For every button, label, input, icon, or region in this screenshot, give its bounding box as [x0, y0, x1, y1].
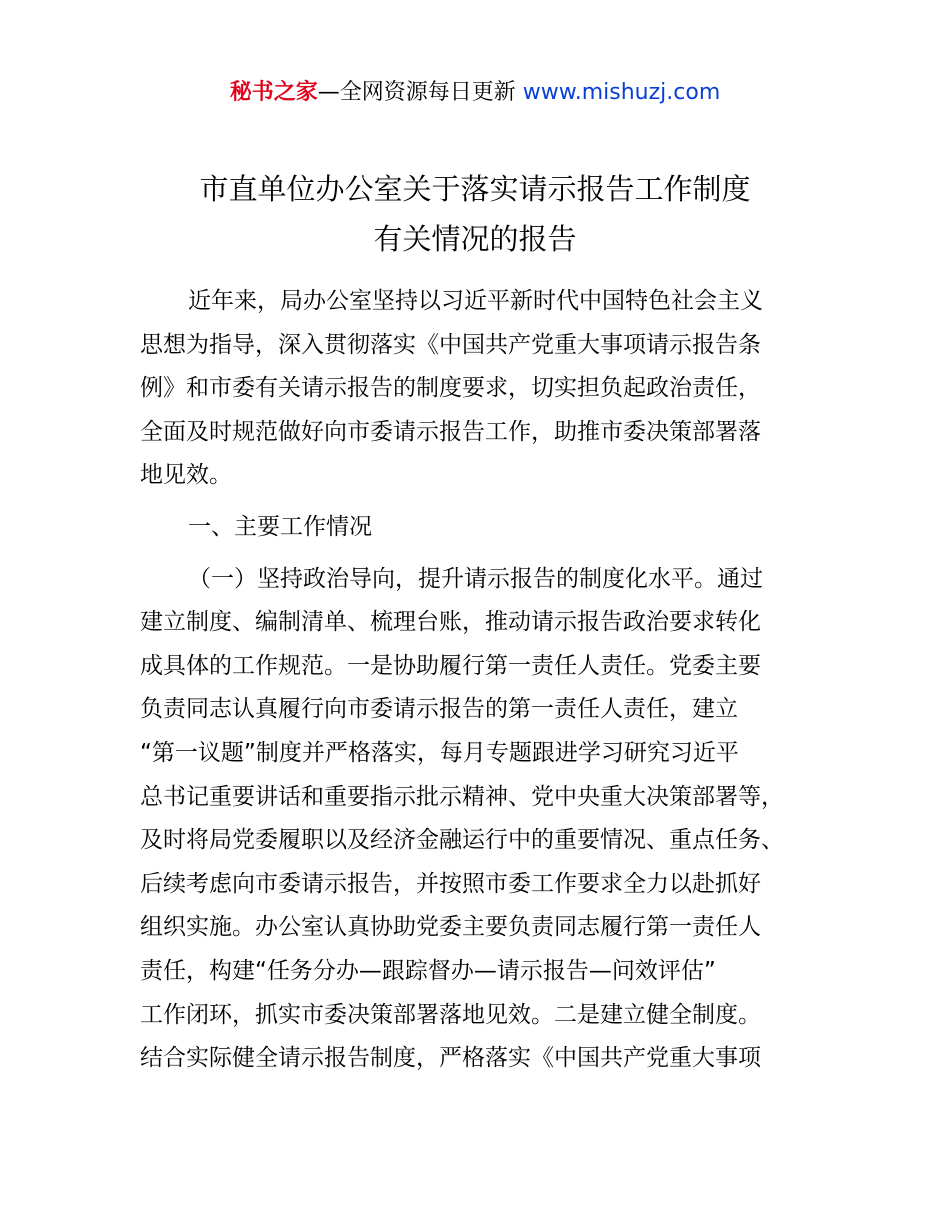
text-line: （一）坚持政治导向，提升请示报告的制度化水平。通过	[188, 565, 763, 592]
text-line: 负责同志认真履行向市委请示报告的第一责任人责任，建立	[140, 696, 738, 723]
title-line-2: 有关情况的报告	[373, 222, 577, 256]
brand-name: 秘书之家	[229, 80, 318, 105]
text-line: 结合实际健全请示报告制度，严格落实《中国共产党重大事项	[140, 1045, 761, 1072]
text-line: 组织实施。办公室认真协助党委主要负责同志履行第一责任人	[140, 914, 761, 941]
text-line: 全面及时规范做好向市委请示报告工作，助推市委决策部署落	[140, 418, 761, 445]
text-line: 责任，构建“任务分办—跟踪督办—请示报告—问效评估”	[140, 957, 716, 984]
document-title	[0, 164, 950, 264]
text-line: 及时将局党委履职以及经济金融运行中的重要情况、重点任务、	[140, 827, 784, 854]
text-line: 工作闭环，抓实市委决策部署落地见效。二是建立健全制度。	[140, 1001, 761, 1028]
text-line: 建立制度、编制清单、梳理台账，推动请示报告政治要求转化	[140, 609, 761, 636]
section-heading: 一、主要工作情况	[188, 513, 372, 540]
text-line: 成具体的工作规范。一是协助履行第一责任人责任。党委主要	[140, 652, 761, 679]
title-line-1: 市直单位办公室关于落实请示报告工作制度	[199, 172, 751, 206]
text-line: 后续考虑向市委请示报告，并按照市委工作要求全力以赴抓好	[140, 870, 761, 897]
text-line: “第一议题”制度并严格落实，每月专题跟进学习研究习近平	[140, 739, 739, 766]
paragraph-intro	[140, 280, 810, 498]
text-line: 总书记重要讲话和重要指示批示精神、党中央重大决策部署等，	[140, 783, 784, 810]
document-body	[140, 280, 810, 1081]
header-slogan: —全网资源每日更新	[317, 80, 516, 105]
paragraph-section-1	[140, 558, 810, 1081]
text-line: 思想为指导，深入贯彻落实《中国共产党重大事项请示报告条	[140, 331, 761, 358]
site-url-link[interactable]: www.mishuzj.com	[522, 80, 721, 105]
text-line: 地见效。	[140, 462, 232, 489]
text-line: 近年来，局办公室坚持以习近平新时代中国特色社会主义	[188, 288, 763, 314]
text-line: 例》和市委有关请示报告的制度要求，切实担负起政治责任，	[140, 375, 761, 402]
site-header	[0, 76, 950, 110]
